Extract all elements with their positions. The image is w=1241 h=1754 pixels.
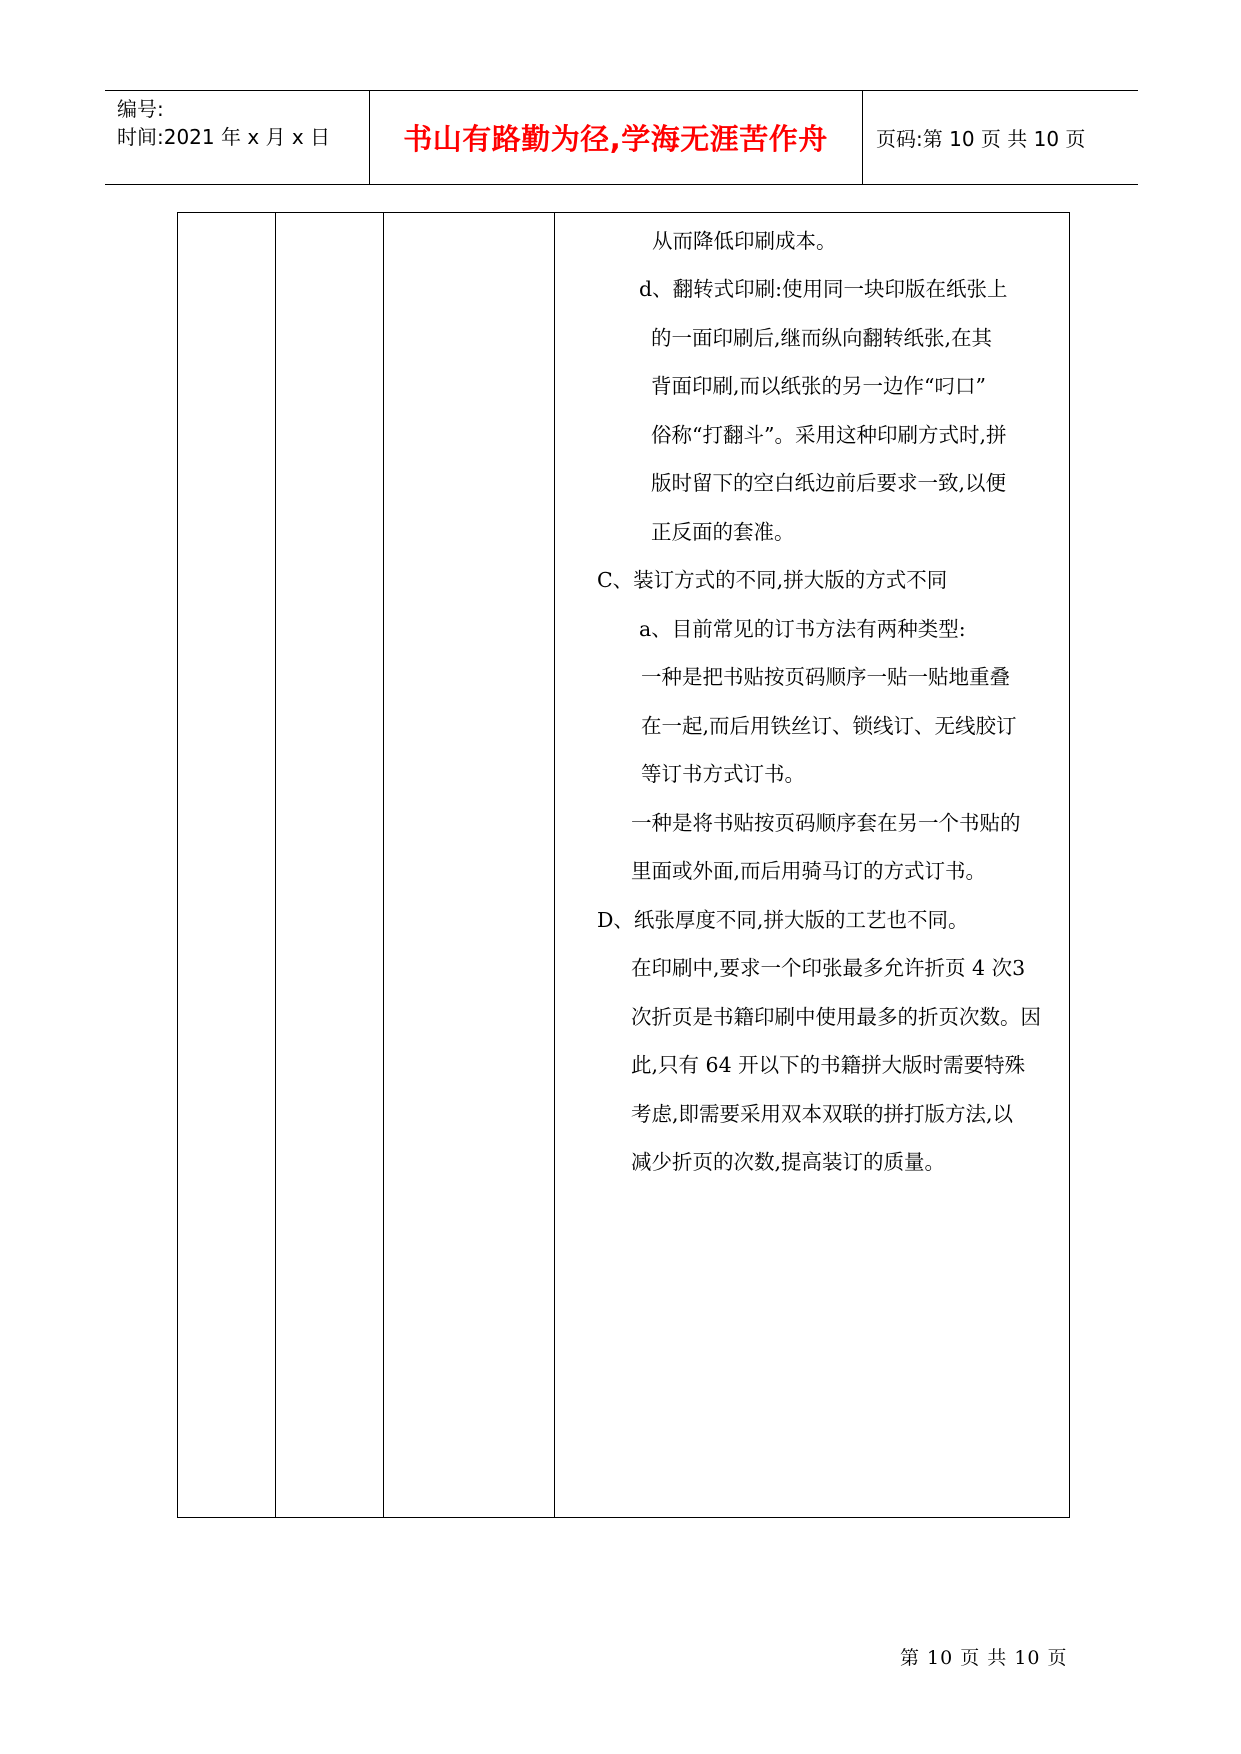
document-time-label: 时间:2021 年 x 月 x 日 <box>117 125 331 149</box>
text-line: 次折页是书籍印刷中使用最多的折页次数。因 <box>631 1005 1041 1029</box>
text-line: 一种是将书贴按页码顺序套在另一个书贴的 <box>631 811 1021 835</box>
header-page-label: 页码:第 10 页 共 10 页 <box>876 127 1086 151</box>
text-line: 里面或外面,而后用骑马订的方式订书。 <box>631 859 987 883</box>
table-column-divider <box>383 213 384 1517</box>
text-line: 版时留下的空白纸边前后要求一致,以便 <box>651 471 1007 495</box>
header-info-cell <box>105 91 370 184</box>
text-line: 俗称“打翻斗”。采用这种印刷方式时,拼 <box>651 423 1007 447</box>
table-column-divider <box>554 213 555 1517</box>
text-line: 正反面的套准。 <box>651 520 795 544</box>
header-page-cell <box>862 91 1138 184</box>
text-line: D、纸张厚度不同,拼大版的工艺也不同。 <box>597 908 969 932</box>
header-motto: 书山有路勤为径,学海无涯苦作舟 <box>403 122 828 156</box>
table-column-divider <box>275 213 276 1517</box>
text-line: 一种是把书贴按页码顺序一贴一贴地重叠 <box>641 665 1010 689</box>
text-line: 在印刷中,要求一个印张最多允许折页 4 次3 <box>631 956 1026 980</box>
text-line: 在一起,而后用铁丝订、锁线订、无线胶订 <box>641 714 1017 738</box>
text-line: d、翻转式印刷:使用同一块印版在纸张上 <box>639 277 1008 301</box>
text-line: 背面印刷,而以纸张的另一边作“叼口” <box>651 374 986 398</box>
text-line: 的一面印刷后,继而纵向翻转纸张,在其 <box>651 326 993 350</box>
text-line: a、目前常见的订书方法有两种类型: <box>639 617 966 641</box>
text-line: 等订书方式订书。 <box>641 762 805 786</box>
text-line: C、装订方式的不同,拼大版的方式不同 <box>597 568 948 592</box>
document-number-label: 编号: <box>117 97 164 121</box>
text-line: 减少折页的次数,提高装订的质量。 <box>631 1150 946 1174</box>
text-line: 此,只有 64 开以下的书籍拼大版时需要特殊 <box>631 1053 1026 1077</box>
text-line: 考虑,即需要采用双本双联的拼打版方法,以 <box>631 1102 1014 1126</box>
header-motto-cell <box>369 91 863 184</box>
text-line: 从而降低印刷成本。 <box>652 229 837 253</box>
page-header <box>105 90 1138 185</box>
page-footer: 第 10 页 共 10 页 <box>900 1647 1068 1669</box>
